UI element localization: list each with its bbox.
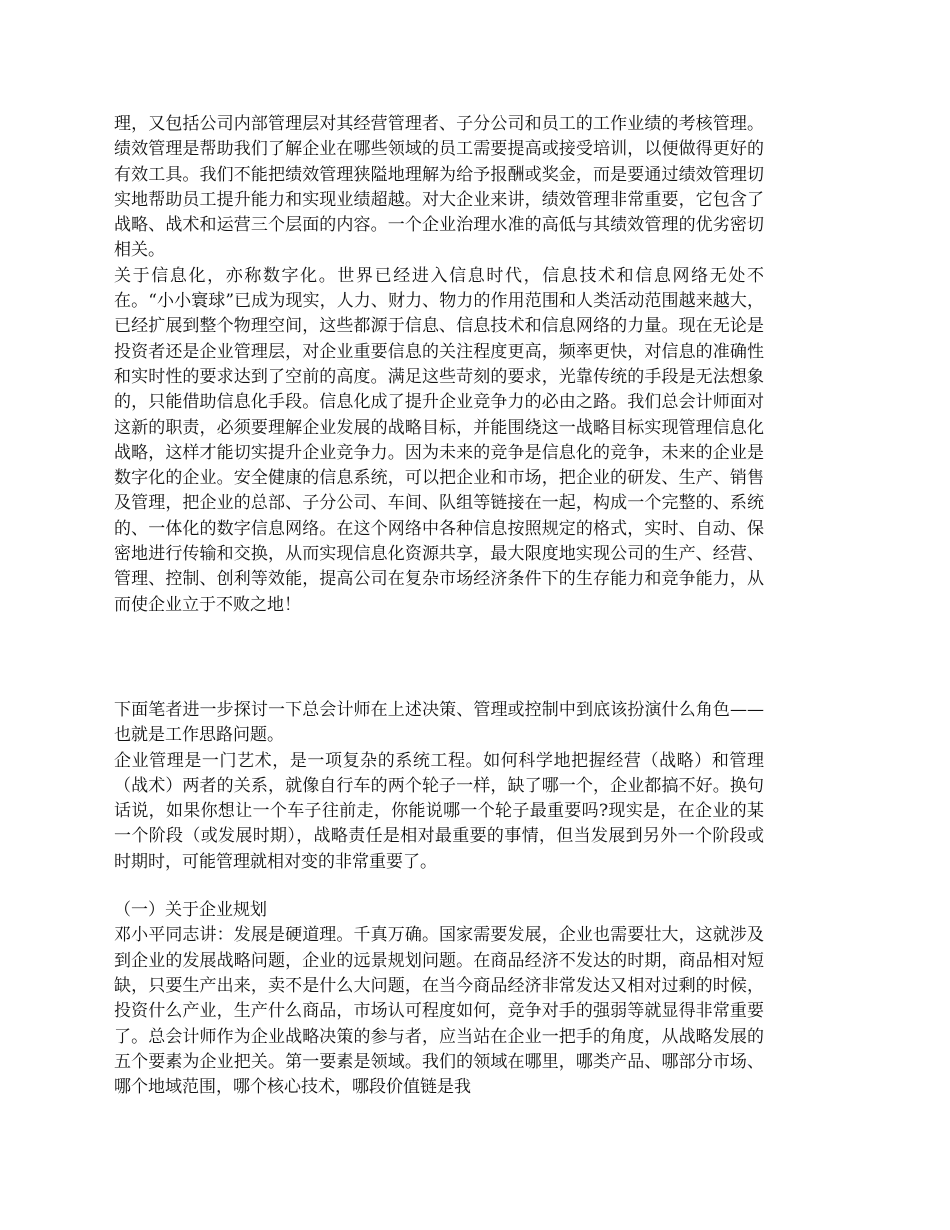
paragraph-performance-management: 理，又包括公司内部管理层对其经营管理者、子分公司和员工的工作业绩的考核管理。绩效管理是帮助我们了解企业在哪些领域的员工需要提高或接受培训，以便做得更好的有效工具。我们不能把绩效管理狭隘地理解为给予报酬或奖金，而是要通过绩效管理切实地帮助员工提升能力和实现业绩超越。对大企业来讲，绩效管理非常重要，它包含了战略、战术和运营三个层面的内容。一个企业治理水准的高低与其绩效管理的优劣密切相关。	[114, 114, 764, 261]
paragraph-enterprise-planning: 邓小平同志讲：发展是硬道理。千真万确。国家需要发展，企业也需要壮大，这就涉及到企业的发展战略问题，企业的远景规划问题。在商品经济不发达的时期，商品相对短缺，只要生产出来，卖不是什么大问题，在当今商品经济非常发达又相对过剩的时候，投资什么产业，生产什么商品，市场认可程度如何，竞争对手的强弱等就显得非常重要了。总会计师作为企业战略决策的参与者，应当站在企业一把手的角度，从战略发展的五个要素为企业把关。第一要素是领域。我们的领域在哪里，哪类产品、哪部分市场、哪个地域范围，哪个核心技术，哪段价值链是我	[114, 925, 764, 1098]
paragraph-informatization: 关于信息化，亦称数字化。世界已经进入信息时代，信息技术和信息网络无处不在。“小小寰球”已成为现实，人力、财力、物力的作用范围和人类活动范围越来越大，已经扩展到整个物理空间，这些都源于信息、信息技术和信息网络的力量。现在无论是投资者还是企业管理层，对企业重要信息的关注程度更高，频率更快，对信息的准确性和实时性的要求达到了空前的高度。满足这些苛刻的要求，光靠传统的手段是无法想象的，只能借助信息化手段。信息化成了提升企业竞争力的必由之路。我们总会计师面对这新的职责，必须要理解企业发展的战略目标，并能围绕这一战略目标实现管理信息化战略，这样才能切实提升企业竞争力。因为未来的竞争是信息化的竞争，未来的企业是数字化的企业。安全健康的信息系统，可以把企业和市场，把企业的研发、生产、销售及管理，把企业的总部、子分公司、车间、队组等链接在一起，构成一个完整的、系统的、一体化的数字信息网络。在这个网络中各种信息按照规定的格式，实时、自动、保密地进行传输和交换，从而实现信息化资源共享，最大限度地实现公司的生产、经营、管理、控制、创利等效能，提高公司在复杂市场经济条件下的生存能力和竞争能力，从而使企业立于不败之地！	[114, 265, 764, 615]
paragraph-management-art: 企业管理是一门艺术，是一项复杂的系统工程。如何科学地把握经营（战略）和管理（战术）两者的关系，就像自行车的两个轮子一样，缺了哪一个，企业都搞不好。换句话说，如果你想让一个车子往前走，你能说哪一个轮子最重要吗?现实是，在企业的某一个阶段（或发展时期），战略责任是相对最重要的事情，但当发展到另外一个阶段或时期时，可能管理就相对变的非常重要了。	[114, 750, 764, 872]
paragraph-cfo-role: 下面笔者进一步探讨一下总会计师在上述决策、管理或控制中到底该扮演什么角色——也就是工作思路问题。	[114, 699, 764, 746]
document-page	[114, 112, 764, 1100]
paragraph-spacer	[114, 618, 764, 698]
paragraph-spacer	[114, 875, 764, 898]
section-heading: （一）关于企业规划	[114, 900, 267, 921]
